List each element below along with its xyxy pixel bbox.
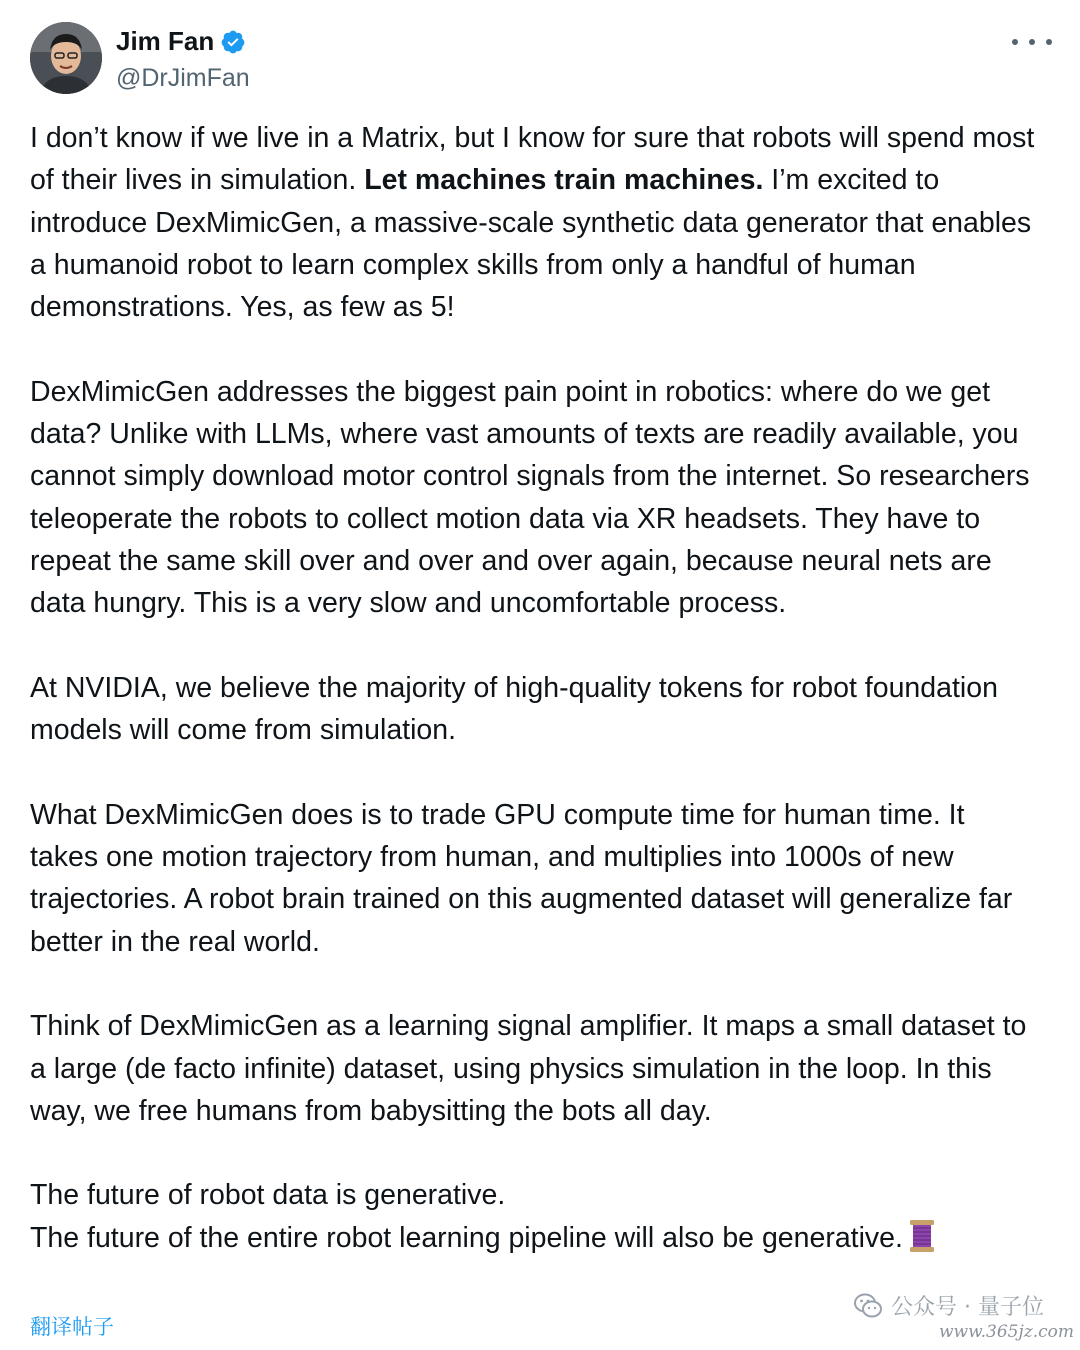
name-row [116,26,246,57]
p1-text-a: I don’t know if we live in a Matrix, but I know for sure that robots will spend most of their lives in simulation. [30,122,1035,197]
paragraph-6 [30,1174,1040,1259]
p1-text-b: I’m excited to introduce DexMimicGen, a massive-scale synthetic data generator that enables a humanoid robot to learn complex skills from only a handful of human demonstrations. Yes, as few as 5! [30,164,1032,324]
p1-bold-text: Let machines train machines. [364,164,764,197]
watermark-label: 公众号 · 量子位 [891,1295,1044,1320]
more-options-icon[interactable] [1012,32,1052,52]
paragraph-4: What DexMimicGen does is to trade GPU compute time for human time. It takes one motion trajectory from human, and multiplies into 1000s of new trajectories. A robot brain trained on this augmented dataset will generalize far better in the real world. [30,798,1013,958]
paragraph-3: At NVIDIA, we believe the majority of high-quality tokens for robot foundation models will come from simulation. [30,671,998,747]
paragraph-1 [30,117,1040,328]
p6-line-1: The future of robot data is generative. [30,1179,506,1212]
person-avatar-icon [30,22,102,94]
watermark [853,1290,1044,1321]
author-display-name[interactable]: Jim Fan [116,26,215,56]
watermark-url: www.365jz.com [939,1322,1074,1342]
paragraph-2: DexMimicGen addresses the biggest pain point in robotics: where do we get data? Unlike with LLMs, where vast amounts of texts are readily available, you cannot simply download motor control signals from the internet. So researchers teleoperate the robots to collect motion data via XR headsets. They have to repeat the same skill over and over and over again, because neural nets are data hungry. This is a very slow and uncomfortable process. [30,375,1030,620]
tweet-body [30,117,1040,1259]
p6-line-2: The future of the entire robot learning pipeline will also be generative. [30,1221,903,1254]
verified-badge-icon [220,29,246,55]
tweet-header [30,22,1060,96]
author-avatar[interactable] [30,22,102,94]
author-handle[interactable]: @DrJimFan [116,64,250,92]
wechat-icon [853,1291,883,1321]
translate-post-link[interactable]: 翻译帖子 [30,1315,114,1339]
thread-spool-emoji-icon [909,1219,935,1253]
paragraph-5: Think of DexMimicGen as a learning signal amplifier. It maps a small dataset to a large (de facto infinite) dataset, using physics simulation in the loop. In this way, we free humans from babysitting the bots all day. [30,1010,1027,1127]
